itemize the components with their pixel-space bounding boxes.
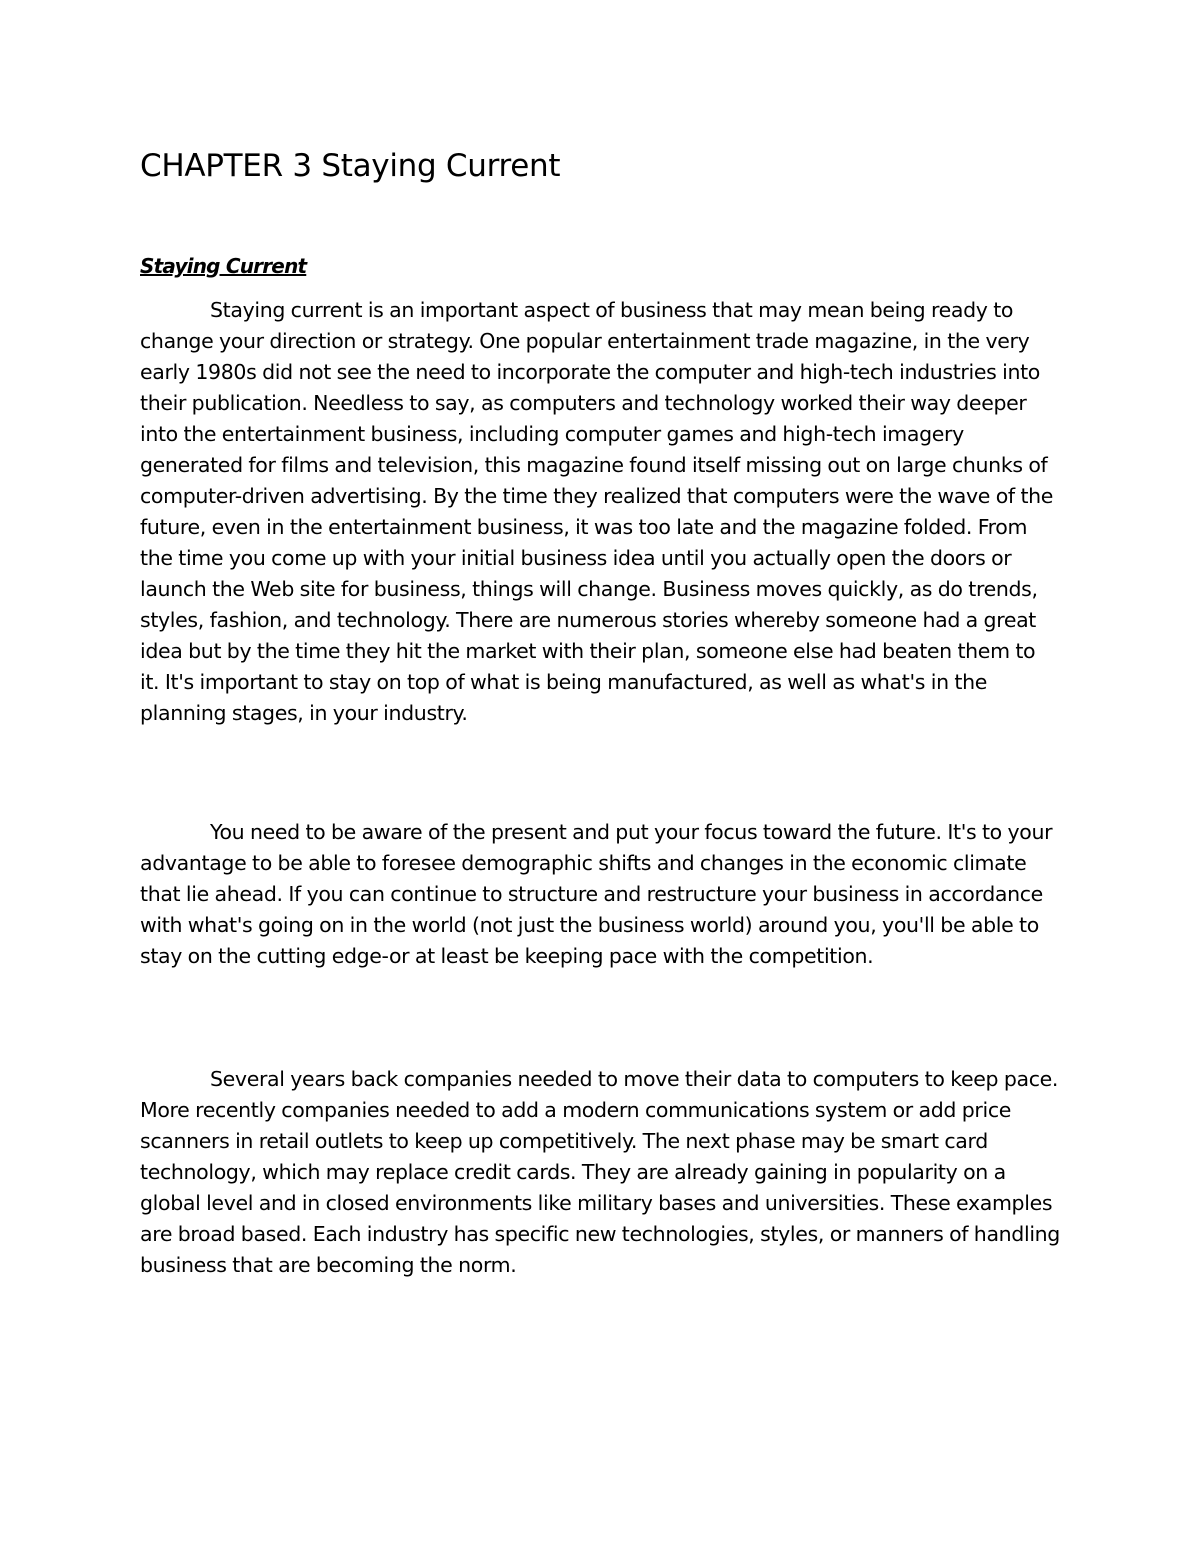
body-paragraph: Staying current is an important aspect of business that may mean being ready to change your direction or strategy. One popular entertainment trade magazine, in the very early 1980s did not see the need to incorporate the computer and high-tech industries into their publication. Needless to say, as computers and technology worked their way deeper into the entertainment business, including computer games and high-tech imagery generated for films and television, this magazine found itself missing out on large chunks of computer-driven advertising. By the time they realized that computers were the wave of the future, even in the entertainment business, it was too late and the magazine folded. From the time you come up with your initial business idea until you actually open the doors or launch the Web site for business, things will change. Business moves quickly, as do trends, styles, fashion, and technology. There are numerous stories whereby someone had a great idea but by the time they hit the market with their plan, someone else had beaten them to it. It's important to stay on top of what is being manufactured, as well as what's in the planning stages, in your industry.: [140, 298, 1054, 725]
section-heading: Staying Current: [140, 254, 307, 278]
chapter-title: CHAPTER 3 Staying Current: [140, 148, 561, 184]
body-paragraph: You need to be aware of the present and put your focus toward the future. It's to your advantage to be able to foresee demographic shifts and changes in the economic climate that lie ahead. If you can continue to structure and restructure your business in accordance with what's going on in the world (not just the business world) around you, you'll be able to stay on the cutting edge-or at least be keeping pace with the competition.: [140, 820, 1053, 968]
body-paragraph: Several years back companies needed to move their data to computers to keep pace. More recently companies needed to add a modern communications system or add price scanners in retail outlets to keep up competitively. The next phase may be smart card technology, which may replace credit cards. They are already gaining in popularity on a global level and in closed environments like military bases and universities. These examples are broad based. Each industry has specific new technologies, styles, or manners of handling business that are becoming the norm.: [140, 1067, 1060, 1277]
